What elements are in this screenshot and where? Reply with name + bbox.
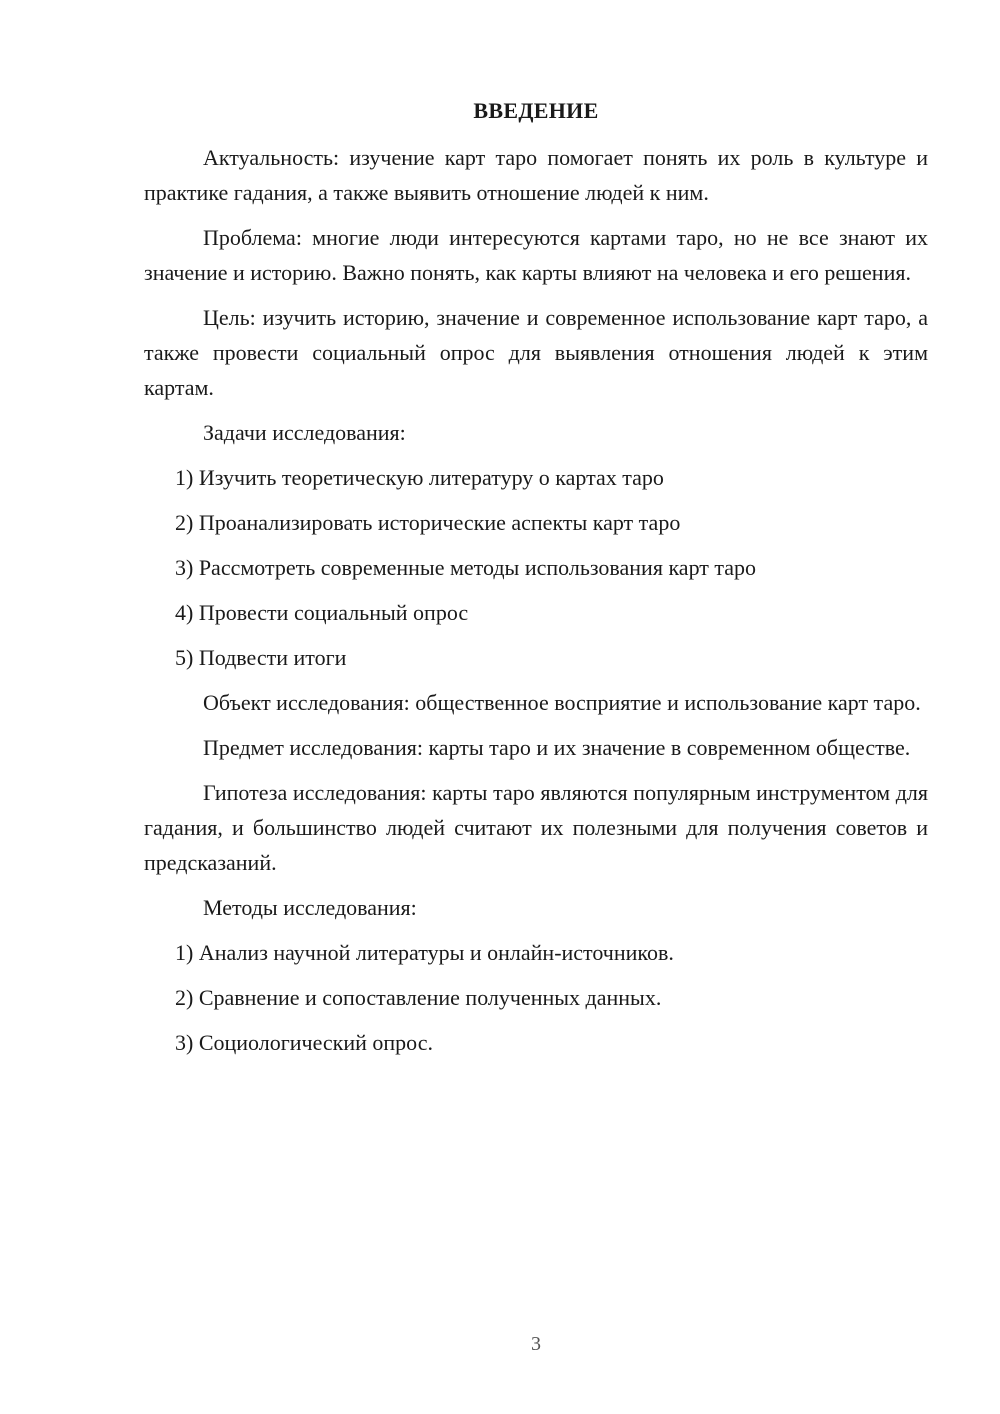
tasks-list [144,460,928,675]
tasks-heading: Задачи исследования: [203,420,406,445]
task-item: 2) Проанализировать исторические аспекты карт таро [175,510,681,535]
subject-paragraph: Предмет исследования: карты таро и их значение в современном обществе. [203,735,911,760]
section-title: ВВЕДЕНИЕ [473,98,599,123]
method-item: 1) Анализ научной литературы и онлайн-источников. [175,940,674,965]
goal-paragraph: Цель: изучить историю, значение и современное использование карт таро, а также провести социальный опрос для выявления отношения людей к этим картам. [144,305,928,400]
page-number: 3 [531,1333,541,1355]
object-paragraph: Объект исследования: общественное восприятие и использование карт таро. [203,690,921,715]
relevance-paragraph: Актуальность: изучение карт таро помогает понять их роль в культуре и практике гадания, а также выявить отношение людей к ним. [144,145,928,205]
methods-heading: Методы исследования: [203,895,417,920]
task-item: 3) Рассмотреть современные методы использования карт таро [175,555,757,580]
method-item: 3) Социологический опрос. [175,1030,433,1055]
task-item: 5) Подвести итоги [175,645,347,670]
methods-list [144,935,928,1060]
document-page [144,96,928,1070]
method-item: 2) Сравнение и сопоставление полученных данных. [175,985,662,1010]
hypothesis-paragraph: Гипотеза исследования: карты таро являются популярным инструментом для гадания, и большинство людей считают их полезными для получения советов и предсказаний. [144,780,928,875]
problem-paragraph: Проблема: многие люди интересуются картами таро, но не все знают их значение и историю. Важно понять, как карты влияют на человека и его решения. [144,225,928,285]
task-item: 4) Провести социальный опрос [175,600,469,625]
task-item: 1) Изучить теоретическую литературу о картах таро [175,465,664,490]
